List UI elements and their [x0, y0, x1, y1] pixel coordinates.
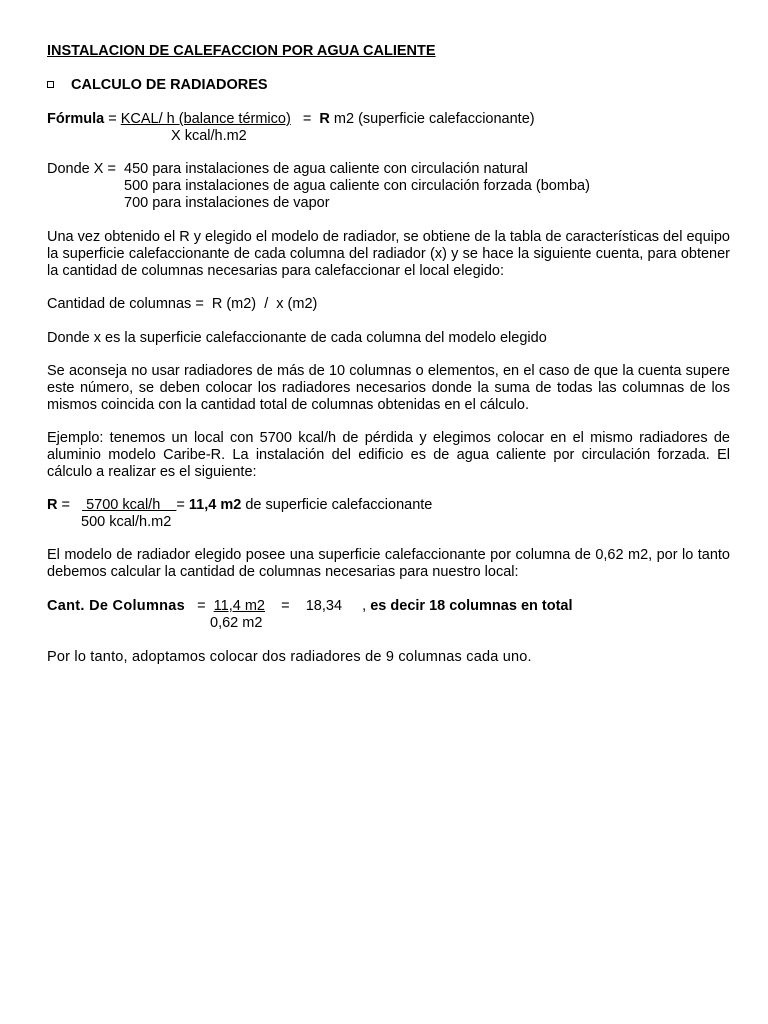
- cant-calc-comma: ,: [362, 598, 367, 614]
- formula-numerator: KCAL/ h (balance térmico): [120, 111, 291, 127]
- r-calc-numerator: 5700 kcal/h: [82, 497, 177, 513]
- conclusion: Por lo tanto, adoptamos colocar dos radiadores de 9 columnas cada uno.: [47, 649, 532, 665]
- cant-calc-value: 18,34: [305, 598, 343, 614]
- cant-calc-equals2: =: [281, 598, 290, 614]
- donde-prefix: Donde X =: [47, 161, 116, 177]
- formula-equals: =: [108, 111, 117, 127]
- cant-calc-denominator: 0,62 m2: [210, 615, 263, 631]
- r-calc-result-text: de superficie calefaccionante: [245, 497, 433, 513]
- r-calc-label: R: [47, 497, 58, 513]
- square-bullet-icon: [47, 81, 54, 88]
- paragraph-1: Una vez obtenido el R y elegido el modelo de radiador, se obtiene de la tabla de características del equipo la superficie calefaccionante de cada columna del radiador (x) y se hace la siguiente cuenta, para obtener la cantidad de columnas necesarias para calefaccionar el local elegido:: [47, 229, 730, 279]
- r-calc-equals: =: [61, 497, 70, 513]
- cant-calc-result: es decir 18 columnas en total: [370, 598, 573, 614]
- formula-result-symbol: R: [319, 111, 330, 127]
- formula-equals2: =: [302, 111, 312, 127]
- formula-line: [47, 111, 535, 128]
- paragraph-5: El modelo de radiador elegido posee una superficie calefaccionante por columna de 0,62 m2, por lo tanto debemos calcular la cantidad de columnas necesarias para nuestro local:: [47, 547, 730, 580]
- r-calc-result: 11,4 m2: [188, 497, 242, 513]
- section-heading-label: CALCULO DE RADIADORES: [71, 77, 268, 93]
- formula-denominator: X kcal/h.m2: [171, 128, 247, 144]
- cantidad-formula: Cantidad de columnas = R (m2) / x (m2): [47, 296, 318, 312]
- document-title: INSTALACION DE CALEFACCION POR AGUA CALIENTE: [47, 43, 436, 59]
- cant-calc-label: Cant. De Columnas: [47, 598, 186, 614]
- paragraph-2: Donde x es la superficie calefaccionante de cada columna del modelo elegido: [47, 330, 547, 346]
- section-heading: [47, 77, 268, 94]
- cant-calc-equals: =: [197, 598, 206, 614]
- cant-calc-line: [47, 598, 573, 615]
- cant-calc-numerator: 11,4 m2: [213, 598, 265, 614]
- r-calc-denominator: 500 kcal/h.m2: [81, 514, 172, 530]
- formula-result-text: m2 (superficie calefaccionante): [333, 111, 535, 127]
- r-calc-line: [47, 497, 432, 514]
- donde-line-3: 700 para instalaciones de vapor: [124, 195, 330, 211]
- formula-label: Fórmula: [47, 111, 105, 127]
- donde-line-2: 500 para instalaciones de agua caliente con circulación forzada (bomba): [124, 178, 590, 194]
- donde-line-1: 450 para instalaciones de agua caliente con circulación natural: [124, 161, 528, 177]
- r-calc-equals2: =: [176, 497, 185, 513]
- paragraph-3: Se aconseja no usar radiadores de más de 10 columnas o elementos, en el caso de que la cuenta supere este número, se deben colocar los radiadores necesarios donde la suma de todas las columnas de los mismos coincida con la cantidad total de columnas obtenidas en el cálculo.: [47, 363, 730, 413]
- paragraph-4: Ejemplo: tenemos un local con 5700 kcal/h de pérdida y elegimos colocar en el mismo radiadores de aluminio modelo Caribe-R. La instalación del edificio es de agua caliente por circulación forzada. El cálculo a realizar es el siguiente:: [47, 430, 730, 480]
